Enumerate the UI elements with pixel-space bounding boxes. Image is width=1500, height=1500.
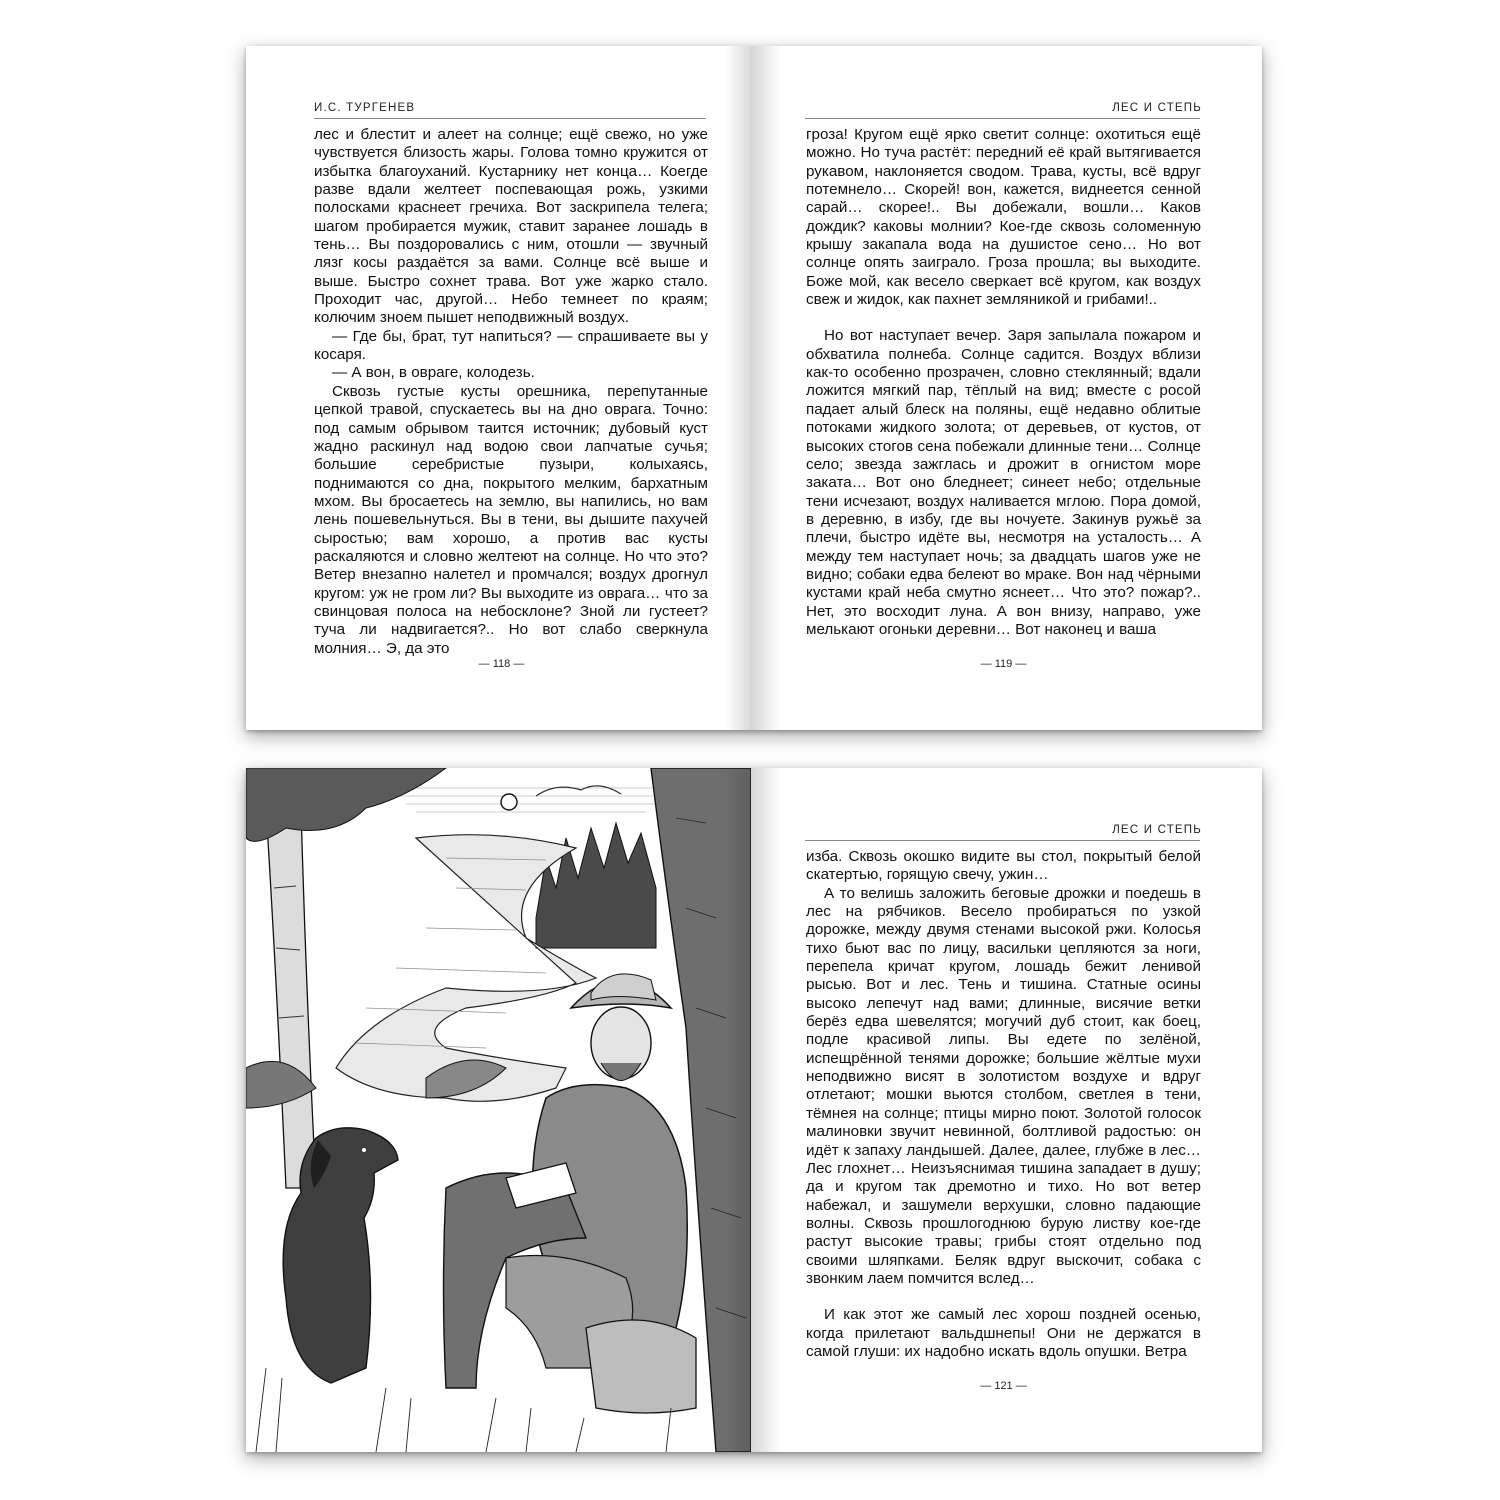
page-illustration <box>246 768 751 1452</box>
page-119 <box>751 46 1262 730</box>
paragraph: — Где бы, брат, тут напиться? — спрашиваете вы у косаря. <box>314 327 708 364</box>
paragraph: — А вон, в овраге, колодезь. <box>332 364 535 382</box>
page-text <box>314 126 708 658</box>
page-number: — 121 — <box>980 1380 1027 1392</box>
paragraph: изба. Сквозь окошко видите вы стол, покрытый белой скатертью, горящую свечу, ужин… <box>806 848 1201 884</box>
header-rule <box>805 118 1200 119</box>
page-text <box>806 848 1201 1361</box>
page-121 <box>751 768 1262 1452</box>
hunter-with-dog-illustration <box>246 768 751 1452</box>
paragraph: Сквозь густые кусты орешника, перепутанные цепкой травой, спускаетесь вы на дно оврага. Точно: под самым обрывом таится источник; дубовый куст жадно раскинул над водою свои лапчатые сучья; большие серебристые пузыри, колыхаясь, поднимаются со дна, покрытого мелким, бархатным мхом. Вы бросаетесь на землю, вы напились, но вам лень пошевельнуться. Вы в тени, вы дышите пахучей сыростью; вам хорошо, а против вас кусты раскаляются и словно желтеют на солнце. Но что это? Ветер внезапно налетел и промчался; воздух дрогнул кругом: уж не гром ли? Вы выходите из оврага… что за свинцовая полоса на небосклоне? Зной ли густеет? туча ли надвигается?.. Но вот слабо сверкнула молния… Э, да это <box>314 382 708 657</box>
paragraph: гроза! Кругом ещё ярко светит солнце: охотиться ещё можно. Но туча растёт: передний её край вытягивается рукавом, наклоняется сводом. Трава, кусты, всё вдруг потемнело… Скорей! вон, кажется, виднеется сенной сарай… скорее!.. Вы добежали, вошли… Каков дождик? каковы молнии? Кое-где сквозь соломенную крышу закапала вода на душистое сено… Но вот солнце опять заиграло. Гроза прошла; вы выходите. Боже мой, как весело сверкает всё кругом, как воздух свеж и жидок, как пахнет земляникой и грибами!.. <box>806 126 1201 309</box>
top-book-spread <box>246 46 1262 730</box>
page-text <box>806 126 1201 639</box>
paragraph: А то велишь заложить беговые дрожки и поедешь в лес на рябчиков. Весело пробираться по узкой дорожке, между двумя стенами высокой ржи. Колосья тихо бьют вас по лицу, васильки цепляются за ноги, перепела кричат кругом, лошадь бежит ленивой рысью. Вот и лес. Тень и тишина. Статные осины высоко лепечут над вами; длинные, висячие ветки берёз едва шевелятся; могучий дуб стоит, как боец, подле красивой липы. Вы едете по зелёной, испещрённой тенями дорожке; большие жёлтые мухи неподвижно висят в золотистом воздухе и вдруг отлетают; мошки вьются столбом, светлея в тени, тёмнея на солнце; птицы мирно поют. Золотой голосок малиновки звучит невинной, болтливой радостью: он идёт к запаху ландышей. Далее, далее, глубже в лес… Лес глохнет… Неизъяснимая тишина западает в душу; да и кругом так дремотно и тихо. Но вот ветер набежал, и зашумели верхушки, словно падающие волны. Сквозь прошлогоднюю бурую листву кое-где растут высокие травы; грибы стоят отдельно под своими шляпками. Беляк вдруг выскочит, собака с звонким лаем помчится вслед… <box>806 884 1201 1287</box>
page-number: — 119 — <box>980 658 1027 670</box>
paragraph: И как этот же самый лес хорош поздней осенью, когда прилетают вальдшнепы! Они не держатся в самой глуши: их надобно искать вдоль опушки. Ветра <box>806 1306 1201 1360</box>
page-118 <box>246 46 751 730</box>
header-rule <box>805 840 1200 841</box>
bottom-book-spread <box>246 768 1262 1452</box>
paragraph: лес и блестит и алеет на солнце; ещё свежо, но уже чувствуется близость жары. Голова томно кружится от избытка благоуханий. Кустарнику нет конца… Коегде разве вдали желтеет поспевающая рожь, узкими полосками краснеет гречиха. Вот заскрипела телега; шагом пробирается мужик, ставит заранее лошадь в тень… Вы поздоровались с ним, отошли — звучный лязг косы раздаётся за вами. Солнце всё выше и выше. Быстро сохнет трава. Вот уже жарко стало. Проходит час, другой… Небо темнеет по краям; колючим зноем пышет неподвижный воздух. <box>314 126 708 327</box>
page-number: — 118 — <box>478 658 525 670</box>
paragraph: Но вот наступает вечер. Заря запылала пожаром и обхватила полнеба. Солнце садится. Воздух вблизи как-то особенно прозрачен, словно стеклянный; вдали ложится мягкий пар, тёплый на вид; вместе с росой падает алый блеск на поляны, ещё недавно облитые потоками жидкого золота; от деревьев, от кустов, от высоких стогов сена побежали длинные тени… Солнце село; звезда зажглась и дрожит в огнистом море заката… Вот оно бледнеет; синеет небо; отдельные тени исчезают, воздух наливается мглою. Пора домой, в деревню, в избу, где вы ночуете. Закинув ружьё за плечи, быстро идёте вы, несмотря на усталость… А между тем наступает ночь; за двадцать шагов уже не видно; собаки едва белеют во мраке. Вон над чёрными кустами край неба смутно яснеет… Что это? пожар?.. Нет, это восходит луна. А вон внизу, направо, уже мелькают огоньки деревни… Вот наконец и ваша <box>806 327 1201 638</box>
running-head-title: ЛЕС И СТЕПЬ <box>1112 102 1202 114</box>
running-head-title: ЛЕС И СТЕПЬ <box>1112 824 1202 836</box>
header-rule <box>314 118 706 119</box>
running-head-author: И.С. ТУРГЕНЕВ <box>314 102 416 114</box>
